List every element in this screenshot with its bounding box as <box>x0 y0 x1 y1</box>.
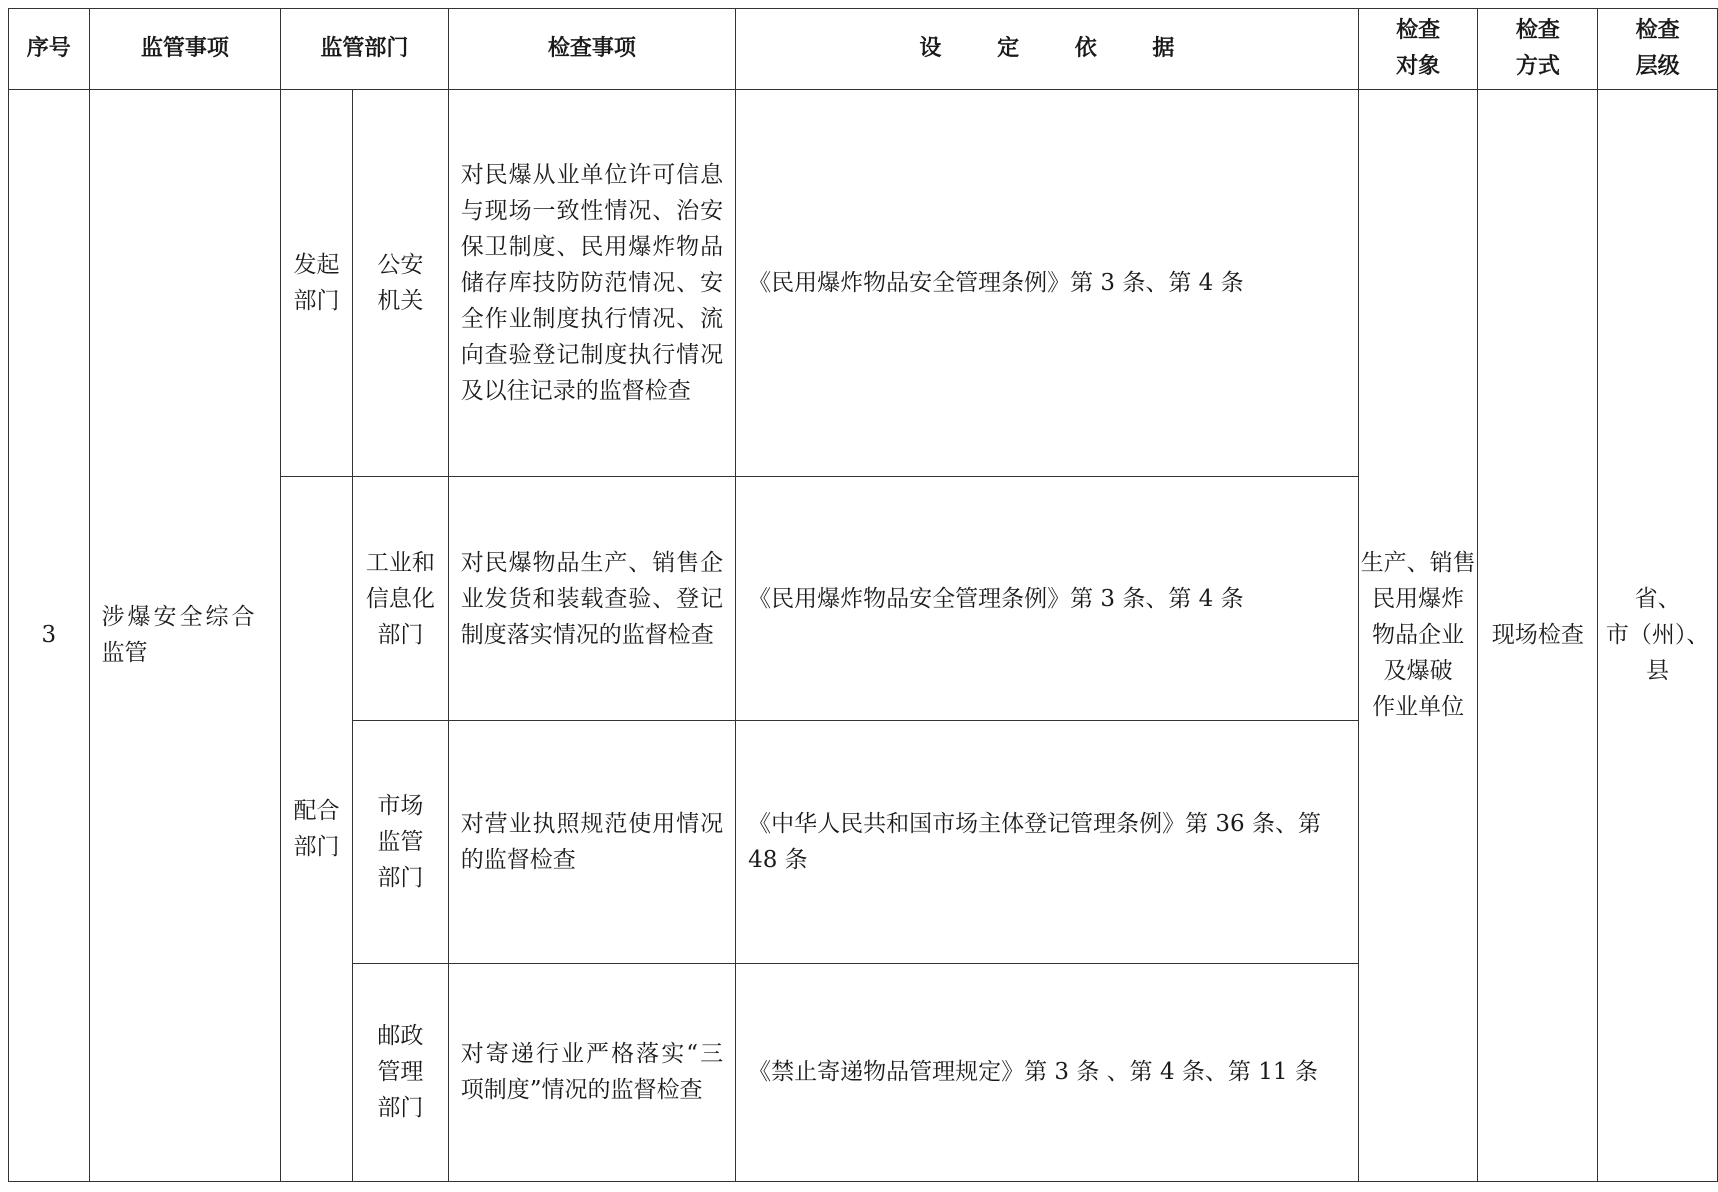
header-level <box>1598 9 1718 90</box>
target-cell <box>1358 89 1478 1181</box>
check-item-cell: 对寄递行业严格落实“三项制度”情况的监督检查 <box>448 963 735 1181</box>
header-level-line1: 检查 <box>1635 17 1680 43</box>
dept-line: 市场 <box>377 792 424 819</box>
check-item-cell: 对营业执照规范使用情况的监督检查 <box>448 720 735 963</box>
item-cell <box>89 89 281 1181</box>
lead-group-cell <box>281 89 353 477</box>
target-line5: 作业单位 <box>1372 694 1465 721</box>
dept-line: 信息化 <box>365 585 435 612</box>
table-row <box>9 89 1718 477</box>
dept-line: 机关 <box>377 288 424 315</box>
header-row <box>9 9 1718 90</box>
header-seq: 序号 <box>9 9 90 90</box>
supervision-table <box>8 8 1718 1182</box>
header-target-line1: 检查 <box>1396 17 1441 43</box>
dept-line: 监管 <box>377 828 424 855</box>
header-basis: 设 定 依 据 <box>736 9 1359 90</box>
header-method-line1: 检查 <box>1515 17 1560 43</box>
dept-cell <box>352 720 448 963</box>
level-line3: 县 <box>1646 658 1670 685</box>
check-item-cell: 对民爆从业单位许可信息与现场一致性情况、治安保卫制度、民用爆炸物品储存库技防防范情况、安全作业制度执行情况、流向查验登记制度执行情况及以往记录的监督检查 <box>448 89 735 477</box>
header-dept: 监管部门 <box>281 9 449 90</box>
dept-line: 管理 <box>377 1059 424 1086</box>
assist-group-line1: 配合 <box>293 798 340 825</box>
level-line1: 省、 <box>1634 586 1681 613</box>
target-line4: 及爆破 <box>1383 658 1453 685</box>
header-check-item: 检查事项 <box>448 9 735 90</box>
lead-group-line2: 部门 <box>293 288 340 315</box>
basis-cell: 《禁止寄递物品管理规定》第 3 条 、第 4 条、第 11 条 <box>736 963 1359 1181</box>
dept-line: 部门 <box>377 1095 424 1122</box>
seq-cell: 3 <box>9 89 90 1181</box>
header-method-line2: 方式 <box>1515 53 1560 79</box>
check-item-cell: 对民爆物品生产、销售企业发货和装载查验、登记制度落实情况的监督检查 <box>448 477 735 720</box>
dept-line: 邮政 <box>377 1023 424 1050</box>
target-line2: 民用爆炸 <box>1372 586 1465 613</box>
level-line2: 市（州）、 <box>1605 622 1710 649</box>
header-target-line2: 对象 <box>1396 53 1441 79</box>
header-item: 监管事项 <box>89 9 281 90</box>
basis-cell: 《民用爆炸物品安全管理条例》第 3 条、第 4 条 <box>736 477 1359 720</box>
header-method <box>1478 9 1598 90</box>
header-target <box>1358 9 1478 90</box>
dept-cell <box>352 963 448 1181</box>
method-cell: 现场检查 <box>1478 89 1598 1181</box>
item-line2: 监管 <box>101 640 148 667</box>
dept-cell <box>352 89 448 477</box>
lead-group-line1: 发起 <box>293 252 340 279</box>
assist-group-cell <box>281 477 353 1182</box>
dept-line: 公安 <box>377 252 424 279</box>
basis-cell: 《中华人民共和国市场主体登记管理条例》第 36 条、第 48 条 <box>736 720 1359 963</box>
dept-line: 部门 <box>377 621 424 648</box>
dept-cell <box>352 477 448 720</box>
dept-line: 工业和 <box>365 549 435 576</box>
basis-cell: 《民用爆炸物品安全管理条例》第 3 条、第 4 条 <box>736 89 1359 477</box>
target-line3: 物品企业 <box>1372 622 1465 649</box>
level-cell <box>1598 89 1718 1181</box>
assist-group-line2: 部门 <box>293 834 340 861</box>
dept-line: 部门 <box>377 864 424 891</box>
header-level-line2: 层级 <box>1635 53 1680 79</box>
target-line1: 生产、销售 <box>1360 550 1476 577</box>
item-line1: 涉爆安全综合 <box>101 604 258 631</box>
